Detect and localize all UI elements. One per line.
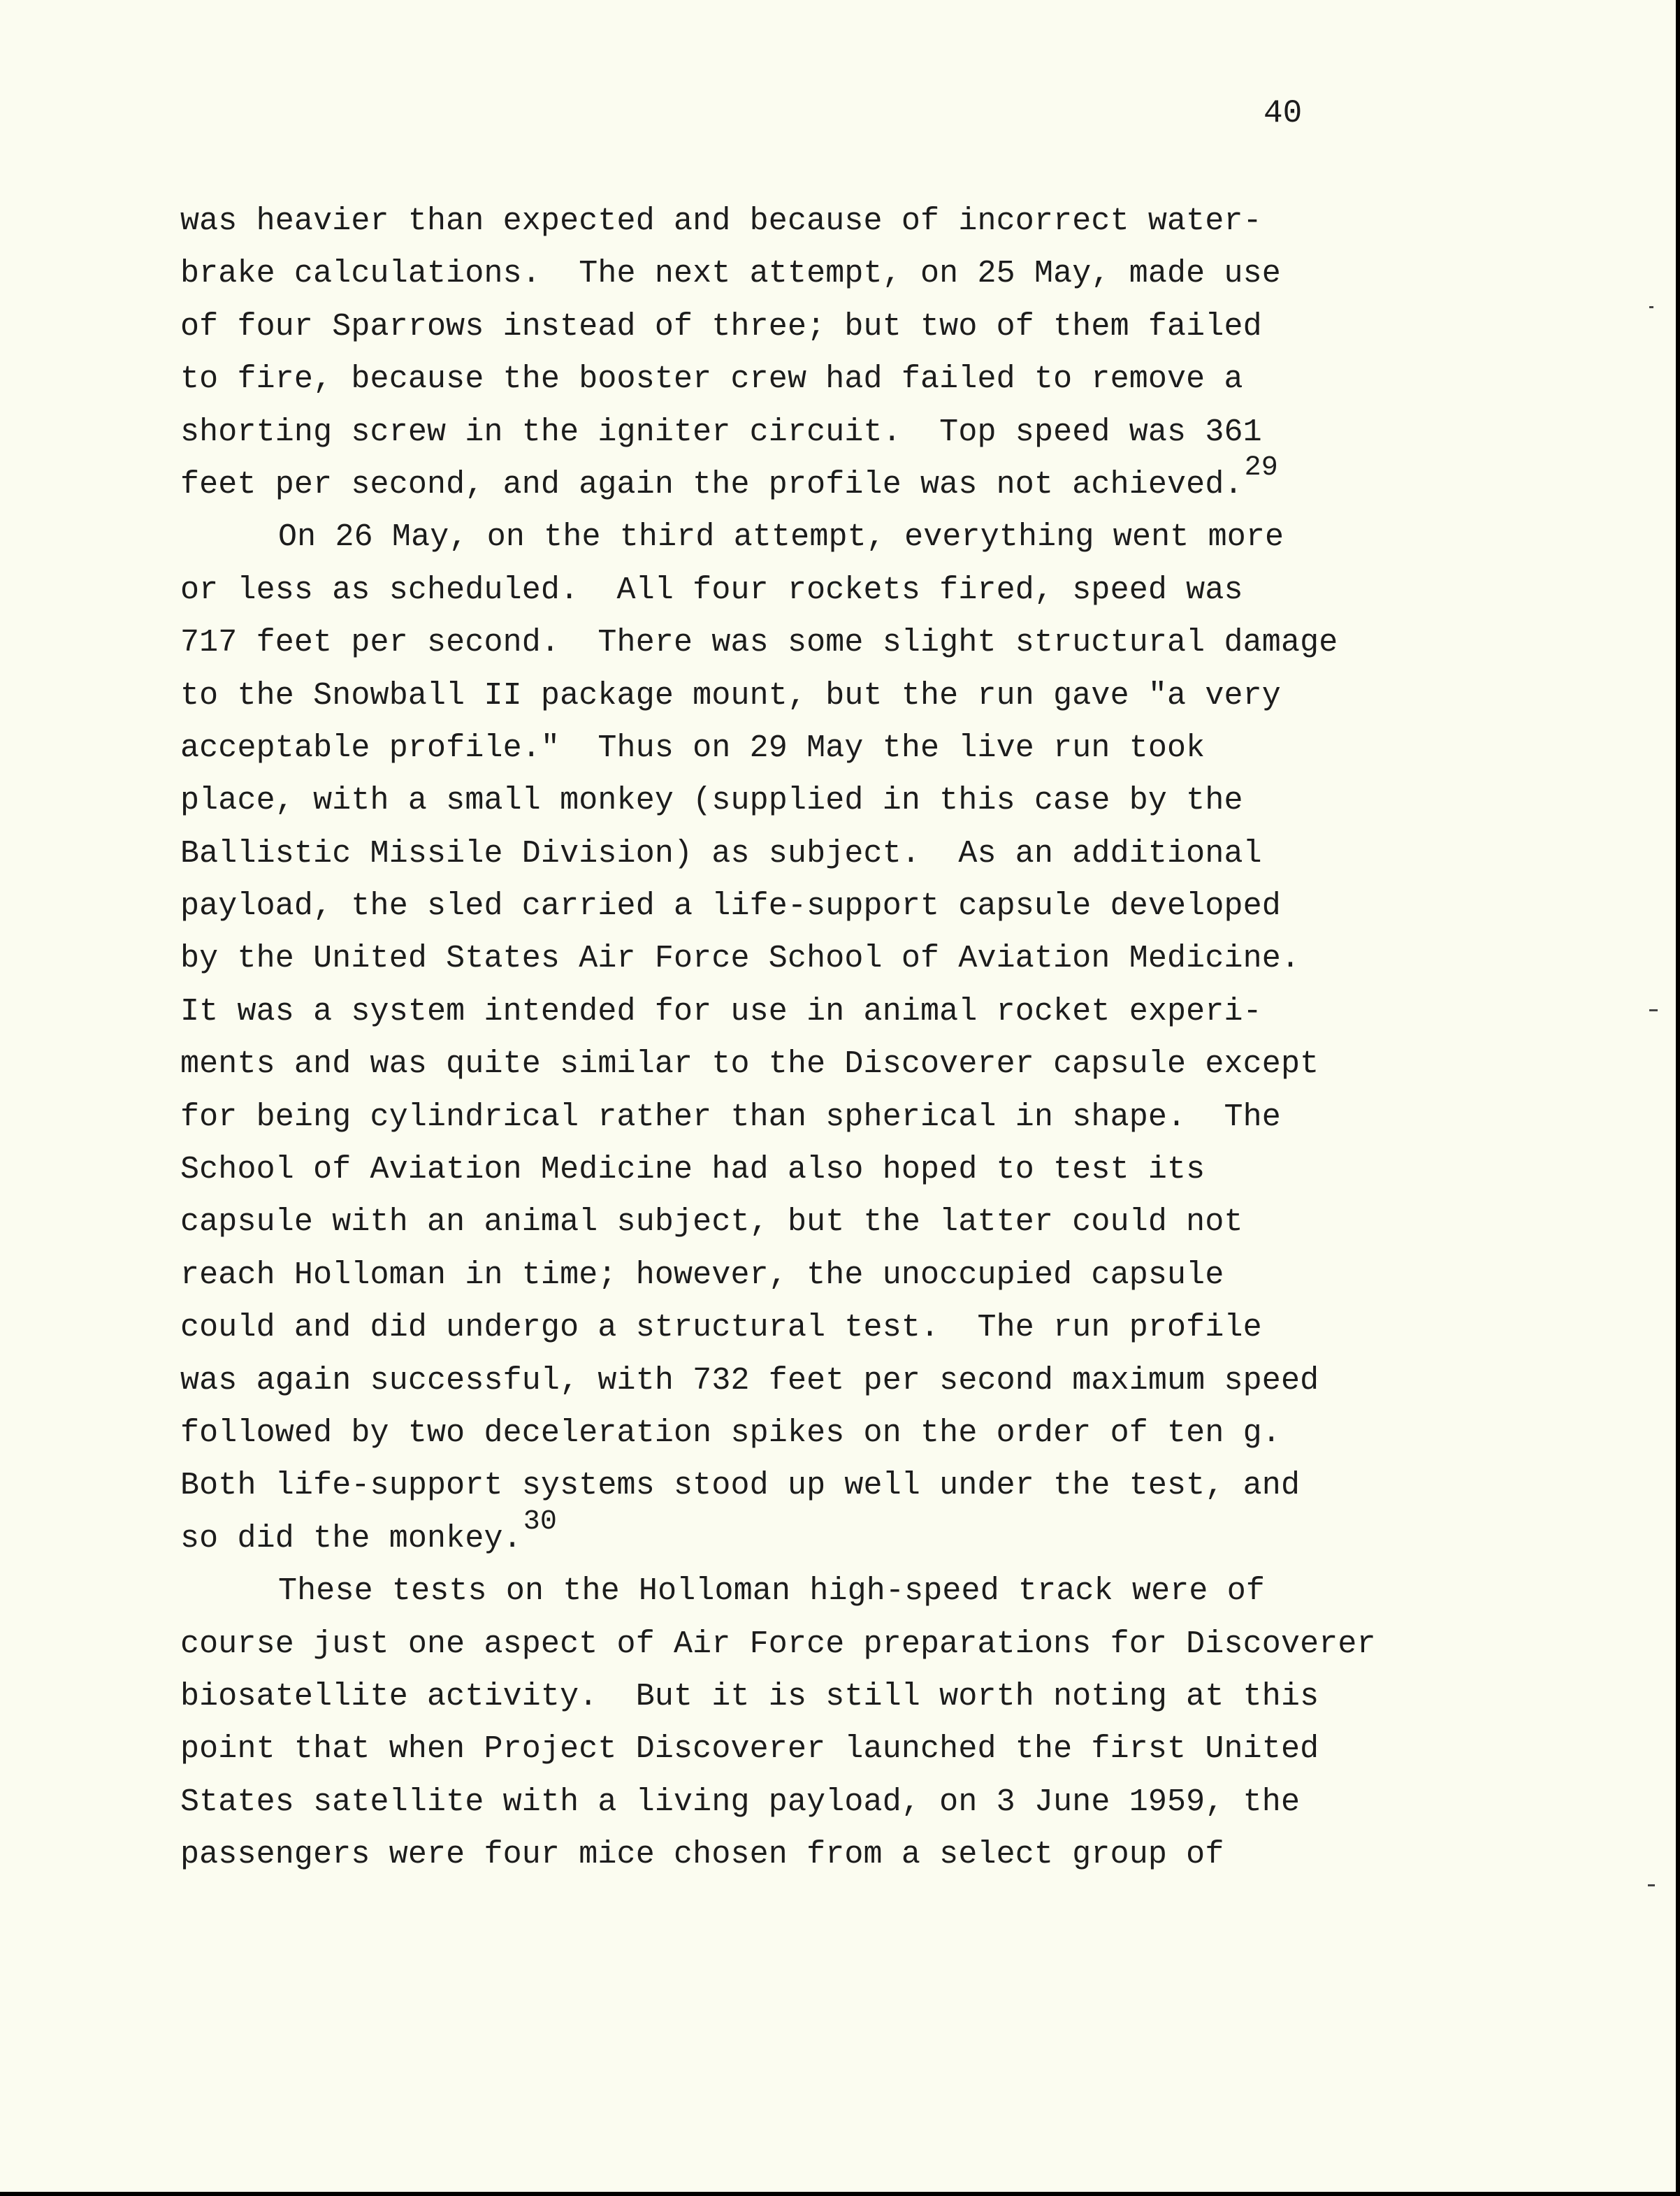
text-line [180,358,1410,410]
line-text: brake calculations. The next attempt, on 25 May, made use [180,256,1281,292]
line-text: reach Holloman in time; however, the unoccupied capsule [180,1257,1224,1293]
footnote-marker: 29 [1244,452,1278,484]
line-text: passengers were four mice chosen from a select group of [180,1837,1224,1873]
text-line [180,1096,1410,1148]
text-line [180,1148,1410,1201]
line-text: feet per second, and again the profile was not achieved. [180,466,1243,503]
text-line [180,516,1410,568]
line-text: ments and was quite similar to the Discoverer capsule except [180,1046,1319,1083]
text-line [180,674,1410,727]
text-line [180,1254,1410,1306]
line-text: followed by two deceleration spikes on the order of ten g. [180,1415,1281,1451]
text-line [180,1728,1410,1780]
text-line [180,779,1410,832]
text-line [180,1359,1410,1412]
text-line [180,937,1410,990]
line-text: to the Snowball II package mount, but the run gave "a very [180,677,1281,714]
text-line [180,452,1410,516]
line-text: for being cylindrical rather than spherical in shape. The [180,1099,1281,1135]
text-line [180,885,1410,937]
text-line [180,1781,1410,1833]
text-line [180,1464,1410,1517]
text-line [180,1412,1410,1464]
text-line [180,990,1410,1043]
line-text: Both life-support systems stood up well under the test, and [180,1468,1301,1504]
line-text: was again successful, with 732 feet per second maximum speed [180,1362,1319,1399]
line-text: to fire, because the booster crew had failed to remove a [180,361,1243,398]
text-line [180,1833,1410,1886]
line-text: Ballistic Missile Division) as subject. As an additional [180,835,1262,872]
line-text: acceptable profile." Thus on 29 May the live run took [180,730,1205,766]
line-text: States satellite with a living payload, on 3 June 1959, the [180,1784,1301,1820]
line-text: shorting screw in the igniter circuit. Top speed was 361 [180,414,1262,450]
text-line [180,569,1410,621]
text-line [180,1043,1410,1095]
text-line [180,1306,1410,1359]
text-line [180,200,1410,252]
text-line [180,305,1410,358]
line-text: or less as scheduled. All four rockets fired, speed was [180,572,1243,608]
line-text: so did the monkey. [180,1520,522,1556]
line-text: by the United States Air Force School of Aviation Medicine. [180,941,1301,977]
text-line [180,1675,1410,1728]
text-line [180,727,1410,779]
line-text: of four Sparrows instead of three; but two of them failed [180,308,1262,345]
margin-mark [1649,306,1653,308]
line-text: biosatellite activity. But it is still worth noting at this [180,1678,1319,1714]
text-line [180,832,1410,885]
line-text: These tests on the Holloman high-speed track were of [278,1573,1266,1610]
line-text: place, with a small monkey (supplied in this case by the [180,783,1243,819]
text-line [180,252,1410,305]
line-text: On 26 May, on the third attempt, everything went more [278,519,1284,556]
text-line [180,1570,1410,1622]
line-text: course just one aspect of Air Force preparations for Discoverer [180,1626,1376,1662]
text-line [180,1505,1410,1570]
line-text: It was a system intended for use in animal rocket experi- [180,993,1262,1030]
footnote-marker: 30 [523,1505,558,1538]
line-text: point that when Project Discoverer launched the first United [180,1731,1319,1768]
line-text: School of Aviation Medicine had also hoped to test its [180,1152,1205,1188]
text-line [180,1623,1410,1675]
text-line [180,411,1410,463]
line-text: 717 feet per second. There was some slight structural damage [180,625,1338,661]
line-text: was heavier than expected and because of incorrect water- [180,203,1262,239]
line-text: could and did undergo a structural test. The run profile [180,1310,1262,1346]
body-text [180,200,1410,1886]
line-text: payload, the sled carried a life-support capsule developed [180,888,1281,925]
text-line [180,1201,1410,1253]
page-number: 40 [1263,95,1303,131]
text-line [180,621,1410,674]
margin-mark [1649,1009,1658,1011]
line-text: capsule with an animal subject, but the latter could not [180,1204,1243,1241]
margin-mark [1648,1884,1655,1886]
